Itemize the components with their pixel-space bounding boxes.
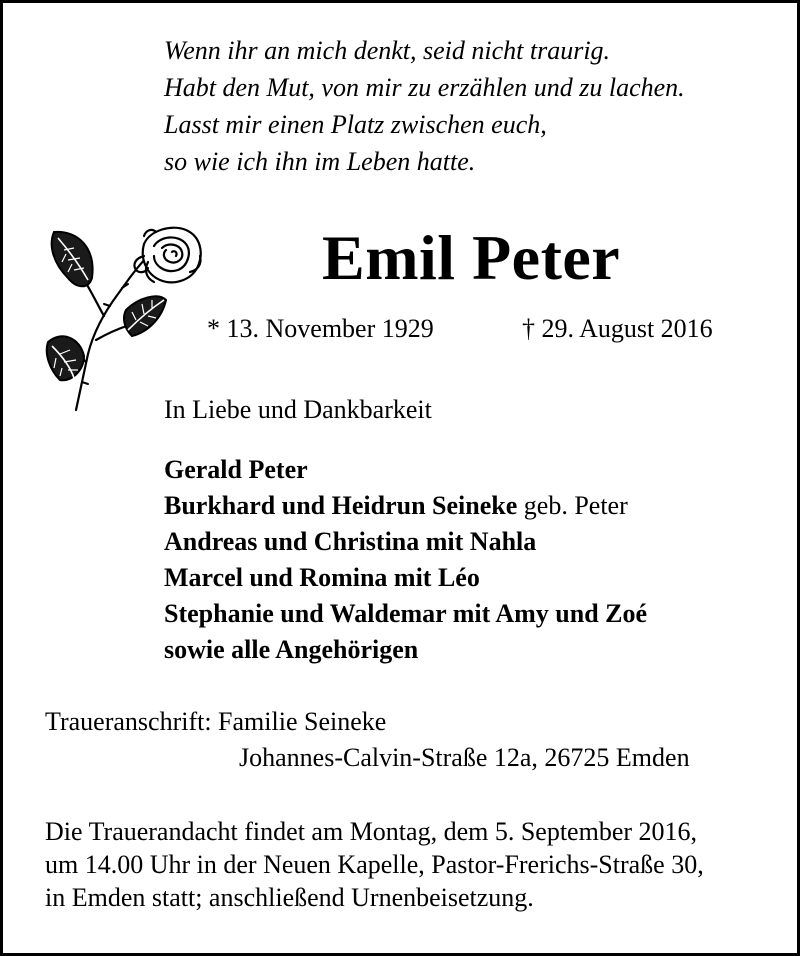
mourner-line: sowie alle Angehörigen [164, 635, 419, 664]
poem [164, 32, 685, 180]
leaf-icon [52, 232, 93, 286]
leaf-icon [47, 336, 84, 380]
birth-date: * 13. November 1929 [207, 314, 434, 343]
service-line: in Emden statt; anschließend Urnenbeisetzung. [45, 883, 534, 912]
mourner-names: Burkhard und Heidrun Seineke [164, 491, 518, 520]
poem-line: so wie ich ihn im Leben hatte. [164, 147, 476, 176]
poem-line: Habt den Mut, von mir zu erzählen und zu lachen. [164, 73, 685, 102]
mourning-address-street: Johannes-Calvin-Straße 12a, 26725 Emden [239, 743, 690, 772]
mourners-list [164, 452, 647, 668]
mourning-address-label: Traueranschrift: Familie Seineke [45, 707, 387, 736]
deceased-name: Emil Peter [322, 222, 621, 293]
poem-line: Lasst mir einen Platz zwischen euch, [164, 110, 547, 139]
mourner-line: Andreas und Christina mit Nahla [164, 527, 537, 556]
service-notice [45, 815, 704, 914]
mourner-line [164, 488, 647, 524]
service-line: Die Trauerandacht findet am Montag, dem 5. September 2016, [45, 817, 698, 846]
leaf-icon [124, 296, 166, 336]
rose-bloom-icon [134, 228, 200, 283]
rose-icon [40, 222, 210, 414]
mourner-line: Marcel und Romina mit Léo [164, 563, 480, 592]
mourner-line: Gerald Peter [164, 455, 308, 484]
death-date: † 29. August 2016 [522, 314, 713, 343]
service-line: um 14.00 Uhr in der Neuen Kapelle, Pastor-Frerichs-Straße 30, [45, 850, 704, 879]
dedication: In Liebe und Dankbarkeit [164, 395, 432, 424]
poem-line: Wenn ihr an mich denkt, seid nicht traurig. [164, 36, 611, 65]
mourner-line: Stephanie und Waldemar mit Amy und Zoé [164, 599, 648, 628]
mourner-note: geb. Peter [517, 491, 628, 520]
